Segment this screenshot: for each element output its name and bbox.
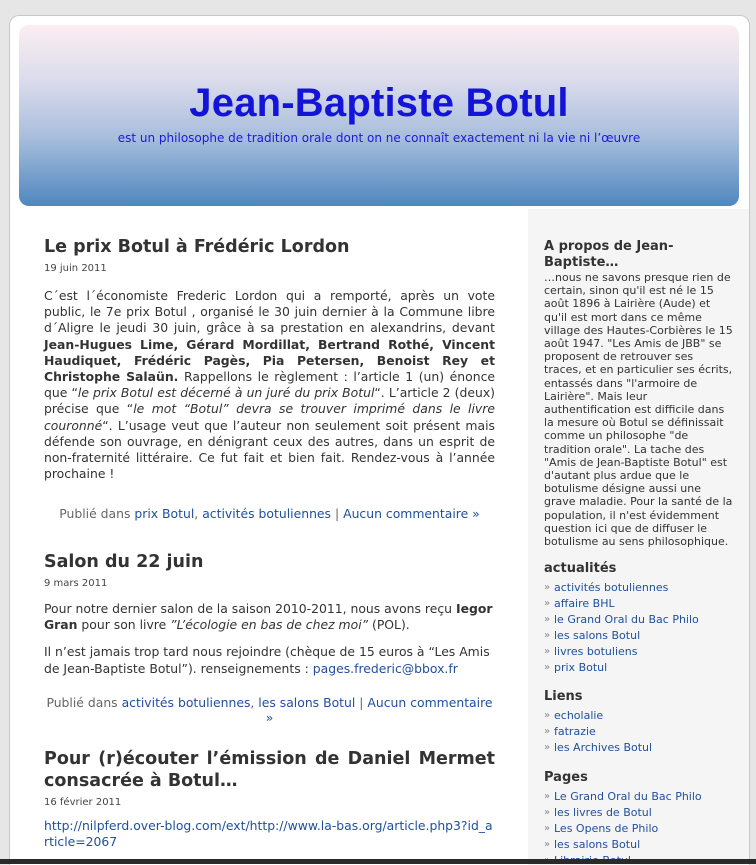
post-text-italic: ”L’écologie en bas de chez moi” — [170, 617, 368, 632]
post-text: pour son livre — [77, 617, 170, 632]
list-item — [544, 628, 734, 644]
liens-widget — [544, 689, 734, 756]
bullet-icon: » — [544, 789, 550, 805]
liens-title: Liens — [544, 689, 734, 705]
pages-list — [544, 789, 734, 865]
list-item — [544, 740, 734, 756]
email-link[interactable]: pages.frederic@bbox.fr — [313, 661, 458, 676]
pages-title: Pages — [544, 770, 734, 786]
published-in-label: Publié dans — [59, 506, 130, 521]
list-item — [544, 644, 734, 660]
post-text: Rappellons le règlement : l’article 1 (un) énonce que “ — [44, 369, 495, 400]
bullet-icon: » — [544, 837, 550, 853]
page-container — [9, 15, 750, 865]
post-body — [44, 288, 495, 482]
external-link[interactable]: echolalie — [554, 709, 603, 722]
page-link[interactable]: Les Opens de Philo — [554, 822, 658, 835]
bullet-icon: » — [544, 628, 550, 644]
about-widget — [544, 239, 734, 548]
category-link[interactable]: le Grand Oral du Bac Philo — [554, 613, 699, 626]
list-item — [544, 805, 734, 821]
page-link[interactable]: Le Grand Oral du Bac Philo — [554, 790, 702, 803]
bullet-icon: » — [544, 596, 550, 612]
comments-link[interactable]: Aucun commentaire » — [266, 695, 493, 725]
category-link[interactable]: activités botuliennes — [554, 581, 668, 594]
bullet-icon: » — [544, 805, 550, 821]
list-item — [544, 580, 734, 596]
about-text: …nous ne savons presque rien de certain, sinon qu'il est né le 15 août 1896 à Lairière (Aude) et qu'il est mort dans ce même village des Hautes-Corbières le 15 août 1947. "Les Amis de JBB" se proposent de retrouver ses traces, et en particulier ses écrits, entassés dans "l'armoire de Lairière". Mais leur authentification est difficile dans la mesure où Botul se définissait comme un philosophe "de tradition orale". La tache des "Amis de Jean-Baptiste Botul" est d'autant plus ardue que le botulisme désigne aussi une grave maladie. Pour la santé de la population, il n'est évidemment question ici que de diffuser le botulisme au sens philosophique. — [544, 271, 734, 548]
blog-header — [19, 25, 739, 206]
category-link[interactable]: livres botuliens — [554, 645, 637, 658]
external-link[interactable]: les Archives Botul — [554, 741, 652, 754]
category-link[interactable]: affaire BHL — [554, 597, 615, 610]
pages-widget — [544, 770, 734, 865]
bullet-icon: » — [544, 644, 550, 660]
taskbar-edge — [0, 859, 756, 864]
category-link-salons-botul[interactable]: les salons Botul — [258, 695, 355, 710]
post-mermet — [44, 748, 495, 850]
external-link[interactable]: http://nilpferd.over-blog.com/ext/http://www.la-bas.org/article.php3?id_article=2067 — [44, 818, 493, 849]
post-text-italic: le prix Botul est décerné à un juré du prix Botul — [78, 385, 375, 400]
actualites-title: actualités — [544, 561, 734, 577]
post-text-bold: Jean-Hugues Lime, Gérard Mordillat, Bertrand Rothé, Vincent Haudiquet, Frédéric Pagès, Pia Petersen, Benoist Rey et Christophe Salaün. — [44, 337, 495, 384]
post-title[interactable]: Salon du 22 juin — [44, 551, 495, 573]
list-item — [544, 596, 734, 612]
post-text: “. L’article 2 (deux) précise que “ — [44, 385, 495, 416]
post-date: 16 février 2011 — [44, 797, 495, 808]
liens-list — [544, 708, 734, 756]
post-text-italic: le mot “Botul” devra se trouver imprimé dans le livre couronné — [44, 401, 495, 432]
bullet-icon: » — [544, 821, 550, 837]
list-item — [544, 837, 734, 853]
page-link[interactable]: les livres de Botul — [554, 806, 652, 819]
post-prix-botul — [44, 236, 495, 521]
post-text: “. L’usage veut que l’auteur non seulement soit présent mais défende son ouvrage, en dénigrant ceux des autres, dans un esprit de non-fraternité littéraire. Ce fut fait et bien fait. Rendez-vous à l’année prochaine ! — [44, 418, 495, 482]
post-date: 19 juin 2011 — [44, 263, 495, 274]
post-text: C´est l´économiste Frederic Lordon qui a remporté, après un vote public, le 7e prix Botul , organisé le 30 juin dernier à la Commune libre d´Aligre le jeudi 30 juin, grâce à sa prestation en alexandrins, devant — [44, 288, 495, 335]
actualites-widget — [544, 561, 734, 676]
page-link[interactable]: les salons Botul — [554, 838, 640, 851]
post-paragraph — [44, 644, 495, 676]
about-title: A propos de Jean-Baptiste… — [544, 239, 734, 270]
meta-separator: | — [359, 695, 363, 710]
list-item — [544, 789, 734, 805]
sidebar — [528, 209, 749, 865]
post-text: Il n’est jamais trop tard nous rejoindre (chèque de 15 euros à “Les Amis de Jean-Baptiste Botul”). renseignements : — [44, 644, 490, 675]
category-link-activites-botuliennes[interactable]: activités botuliennes — [122, 695, 251, 710]
bullet-icon: » — [544, 660, 550, 676]
list-item — [544, 708, 734, 724]
actualites-list — [544, 580, 734, 677]
category-link-prix-botul[interactable]: prix Botul — [134, 506, 194, 521]
list-item — [544, 660, 734, 676]
category-link[interactable]: prix Botul — [554, 661, 607, 674]
post-paragraph — [44, 818, 495, 850]
post-title[interactable]: Le prix Botul à Frédéric Lordon — [44, 236, 495, 258]
external-link[interactable]: fatrazie — [554, 725, 596, 738]
published-in-label: Publié dans — [46, 695, 117, 710]
post-meta: Publié dans activités botuliennes, les salons Botul | Aucun commentaire » — [44, 695, 495, 725]
post-salon — [44, 551, 495, 725]
blog-title[interactable]: Jean-Baptiste Botul — [19, 81, 739, 126]
post-title[interactable]: Pour (r)écouter l’émission de Daniel Mermet consacrée à Botul… — [44, 748, 495, 792]
list-item — [544, 612, 734, 628]
comments-link[interactable]: Aucun commentaire » — [343, 506, 480, 521]
post-paragraph — [44, 601, 495, 633]
blog-description: est un philosophe de tradition orale dont on ne connaît exactement ni la vie ni l’œuvre — [19, 131, 739, 145]
post-date: 9 mars 2011 — [44, 578, 495, 589]
post-text: Pour notre dernier salon de la saison 2010-2011, nous avons reçu — [44, 601, 456, 616]
bullet-icon: » — [544, 612, 550, 628]
post-text: (POL). — [368, 617, 410, 632]
category-link-activites-botuliennes[interactable]: activités botuliennes — [202, 506, 331, 521]
list-item — [544, 821, 734, 837]
bullet-icon: » — [544, 708, 550, 724]
meta-separator: | — [335, 506, 339, 521]
bullet-icon: » — [544, 580, 550, 596]
post-text-bold: Iegor Gran — [44, 601, 493, 632]
post-meta: Publié dans prix Botul, activités botuliennes | Aucun commentaire » — [44, 506, 495, 521]
bullet-icon: » — [544, 740, 550, 756]
category-link[interactable]: les salons Botul — [554, 629, 640, 642]
list-item — [544, 724, 734, 740]
bullet-icon: » — [544, 724, 550, 740]
